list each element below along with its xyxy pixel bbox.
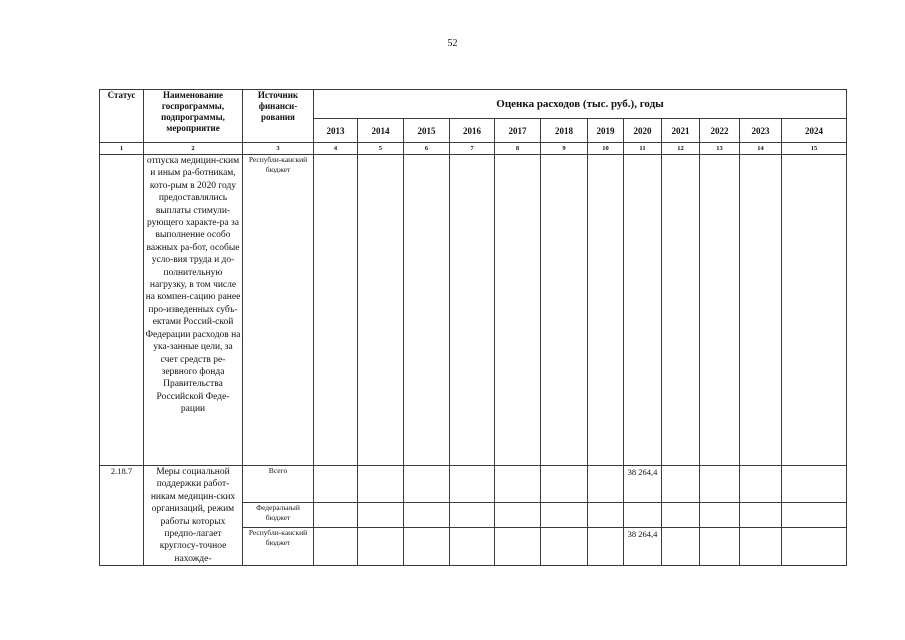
year-header: 2019: [588, 119, 624, 143]
year-header: 2024: [782, 119, 847, 143]
column-number: 10: [588, 143, 624, 155]
row-source: Всего: [243, 466, 314, 503]
row-status: [100, 155, 144, 466]
value-2020: 38 264,4: [624, 466, 662, 503]
table-row: [100, 466, 847, 503]
column-number: 5: [358, 143, 404, 155]
expenditure-table: [99, 89, 847, 566]
year-header: 2021: [662, 119, 700, 143]
year-header: 2022: [700, 119, 740, 143]
column-number: 4: [314, 143, 358, 155]
column-number: 2: [144, 143, 243, 155]
year-header: 2020: [624, 119, 662, 143]
row-source: Республи-канский бюджет: [243, 528, 314, 566]
column-number: 1: [100, 143, 144, 155]
row-status: 2.18.7: [100, 466, 144, 566]
row-name: Меры социальной поддержки работ-никам медицин-ских организаций, режим работы которых предпо-лагает круглосу-точное нахожде-: [144, 466, 243, 566]
year-header: 2017: [495, 119, 541, 143]
column-number: 6: [404, 143, 450, 155]
row-name: отпуска медицин-ским и иным ра-ботникам, кото-рым в 2020 году предоставлялись выплаты стимули-рующего характе-ра за выполнение особо важных ра-бот, особые усло-вия труда и до-полнительную нагрузку, в том числе на компен-сацию ранее про-изведенных субъ-ектами Россий-ской Федерации расходов на ука-занные цели, за счет средств ре-зервного фонда Правительства Российской Феде-рации: [144, 155, 243, 466]
header-estimate-title: Оценка расходов (тыс. руб.), годы: [314, 90, 847, 119]
year-header: 2016: [450, 119, 495, 143]
year-header: 2023: [740, 119, 782, 143]
row-source: Республи-канский бюджет: [243, 155, 314, 466]
column-number: 14: [740, 143, 782, 155]
column-number: 3: [243, 143, 314, 155]
value-2020: [624, 503, 662, 528]
column-number: 8: [495, 143, 541, 155]
column-number: 13: [700, 143, 740, 155]
header-status: Статус: [100, 90, 144, 143]
header-source: Источник финанси-рования: [243, 90, 314, 143]
column-number: 11: [624, 143, 662, 155]
value-2020: 38 264,4: [624, 528, 662, 566]
column-number: 9: [541, 143, 588, 155]
year-header: 2014: [358, 119, 404, 143]
column-number: 12: [662, 143, 700, 155]
page-number: 52: [447, 38, 458, 49]
year-header: 2015: [404, 119, 450, 143]
row-source: Федеральный бюджет: [243, 503, 314, 528]
year-header: 2018: [541, 119, 588, 143]
column-number: 15: [782, 143, 847, 155]
year-header: 2013: [314, 119, 358, 143]
table-row: [100, 155, 847, 466]
header-name: Наименование госпрограммы, подпрограммы, мероприятие: [144, 90, 243, 143]
column-number: 7: [450, 143, 495, 155]
value-2020: [624, 155, 662, 466]
